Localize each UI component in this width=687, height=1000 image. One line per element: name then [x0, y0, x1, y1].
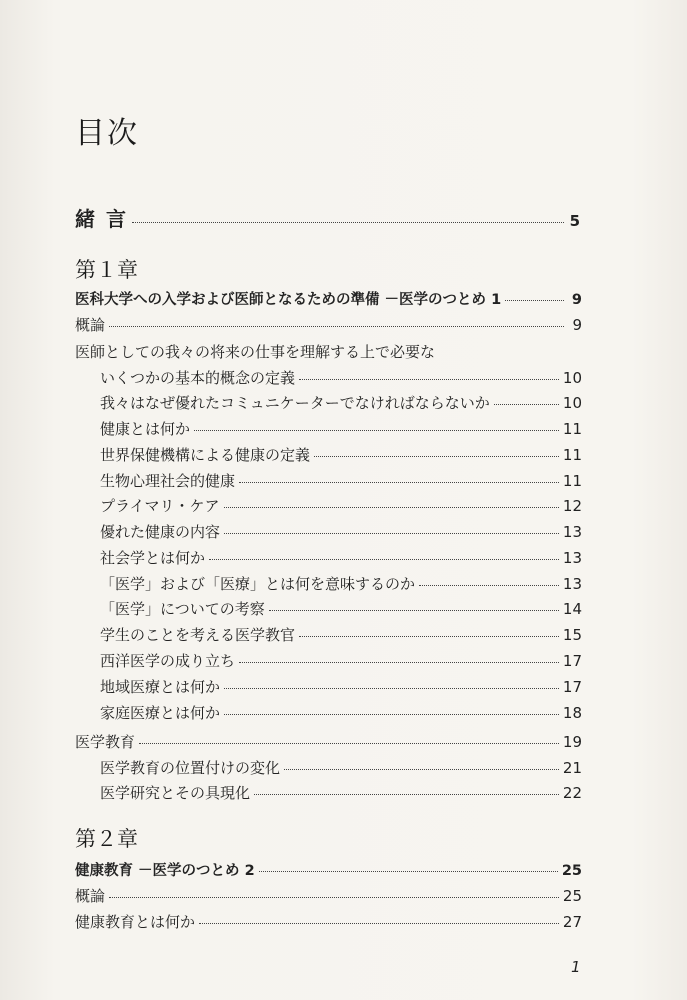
leader-dots — [314, 455, 559, 457]
toc-label: 医学教育の位置付けの変化 — [100, 759, 281, 777]
toc-entry[interactable] — [100, 782, 582, 803]
toc-entry[interactable] — [100, 676, 582, 697]
toc-entry[interactable] — [100, 367, 582, 388]
leader-dots — [269, 609, 559, 611]
toc-page: 25 — [562, 887, 582, 905]
toc-page: 10 — [562, 394, 582, 412]
leader-dots — [199, 922, 559, 924]
toc-entry-heading[interactable]: 医師としての我々の将来の仕事を理解する上で必要な — [75, 343, 436, 361]
leader-dots — [224, 687, 559, 689]
leader-dots — [259, 870, 558, 872]
toc-label: 概論 — [75, 887, 106, 905]
toc-entry[interactable] — [100, 521, 582, 542]
toc-label: 西洋医学の成り立ち — [100, 652, 236, 670]
toc-page: 10 — [562, 369, 582, 387]
leader-dots — [494, 403, 559, 405]
toc-entry[interactable] — [100, 470, 582, 491]
leader-dots — [109, 896, 559, 898]
toc-entry[interactable] — [100, 495, 582, 516]
leader-dots — [299, 635, 559, 637]
toc-label: 健康とは何か — [100, 420, 191, 438]
toc-label: 「医学」および「医療」とは何を意味するのか — [100, 575, 416, 593]
toc-page: 11 — [562, 420, 582, 438]
toc-label: 家庭医療とは何か — [100, 704, 221, 722]
toc-label: プライマリ・ケア — [100, 497, 220, 515]
chapter-2-subtitle[interactable] — [75, 859, 582, 880]
toc-label: 学生のことを考える医学教官 — [100, 626, 296, 644]
toc-entry-preface[interactable] — [75, 203, 582, 232]
chapter-1-subtitle[interactable] — [75, 288, 582, 309]
leader-dots — [284, 768, 559, 770]
toc-label: 医学研究とその具現化 — [100, 784, 251, 802]
toc-entry[interactable] — [100, 650, 582, 671]
leader-dots — [139, 742, 559, 744]
toc-page: 14 — [562, 600, 582, 618]
toc-page: 5 — [569, 212, 582, 230]
leader-dots — [224, 506, 559, 508]
toc-label: 健康教育 －医学のつとめ 2 — [75, 863, 255, 879]
toc-label: 健康教育とは何か — [75, 913, 196, 931]
leader-dots — [505, 299, 564, 301]
toc-page: 12 — [562, 497, 582, 515]
toc-entry[interactable] — [100, 444, 582, 465]
leader-dots — [209, 558, 559, 560]
toc-page: 17 — [562, 678, 582, 696]
leader-dots — [239, 481, 559, 483]
toc-page: 13 — [562, 575, 582, 593]
toc-label: 緒 言 — [75, 207, 128, 231]
toc-page: 15 — [562, 626, 582, 644]
toc-entry[interactable] — [75, 314, 582, 335]
toc-page: 11 — [562, 446, 582, 464]
chapter-2-heading: 第２章 — [75, 827, 138, 851]
toc-entry[interactable] — [100, 757, 582, 778]
toc-page: 21 — [562, 759, 582, 777]
leader-dots — [254, 793, 559, 795]
toc-page: 13 — [562, 549, 582, 567]
toc-label: 医科大学への入学および医師となるための準備 －医学のつとめ 1 — [75, 292, 502, 308]
toc-label: 社会学とは何か — [100, 549, 206, 567]
toc-entry[interactable] — [100, 702, 582, 723]
toc-label: 医学教育 — [75, 733, 136, 751]
toc-label: 概論 — [75, 316, 106, 334]
toc-page: 27 — [562, 913, 582, 931]
leader-dots — [239, 661, 559, 663]
toc-label: いくつかの基本的概念の定義 — [100, 369, 296, 387]
toc-label: 優れた健康の内容 — [100, 523, 221, 541]
toc-entry[interactable] — [75, 885, 582, 906]
toc-label: 生物心理社会的健康 — [100, 472, 236, 490]
toc-page: 17 — [562, 652, 582, 670]
toc-page: 25 — [561, 863, 582, 879]
toc-entry[interactable] — [100, 624, 582, 645]
toc-label: 世界保健機構による健康の定義 — [100, 446, 311, 464]
toc-entry[interactable] — [100, 547, 582, 568]
toc-page: 9 — [571, 292, 582, 308]
toc-entry[interactable] — [100, 573, 582, 594]
toc-page: 22 — [562, 784, 582, 802]
toc-label: 我々はなぜ優れたコミュニケーターでなければならないか — [100, 394, 490, 412]
toc-entry[interactable] — [100, 392, 582, 413]
leader-dots — [224, 532, 559, 534]
toc-page: 19 — [562, 733, 582, 751]
leader-dots — [419, 584, 559, 586]
toc-entry[interactable] — [75, 731, 582, 752]
toc-page: 13 — [562, 523, 582, 541]
leader-dots — [194, 429, 559, 431]
leader-dots — [132, 221, 564, 223]
leader-dots — [224, 713, 559, 715]
page-title: 目次 — [75, 116, 139, 151]
toc-page: 9 — [572, 316, 582, 334]
toc-entry[interactable] — [75, 911, 582, 932]
toc-label: 地域医療とは何か — [100, 678, 221, 696]
page-number: 1 — [571, 958, 581, 976]
leader-dots — [109, 325, 564, 327]
toc-page: 11 — [562, 472, 582, 490]
chapter-1-heading: 第１章 — [75, 258, 138, 282]
toc-page: 18 — [562, 704, 582, 722]
toc-entry[interactable] — [100, 418, 582, 439]
toc-entry[interactable] — [100, 598, 582, 619]
toc-label: 「医学」についての考察 — [100, 600, 265, 618]
leader-dots — [299, 378, 559, 380]
